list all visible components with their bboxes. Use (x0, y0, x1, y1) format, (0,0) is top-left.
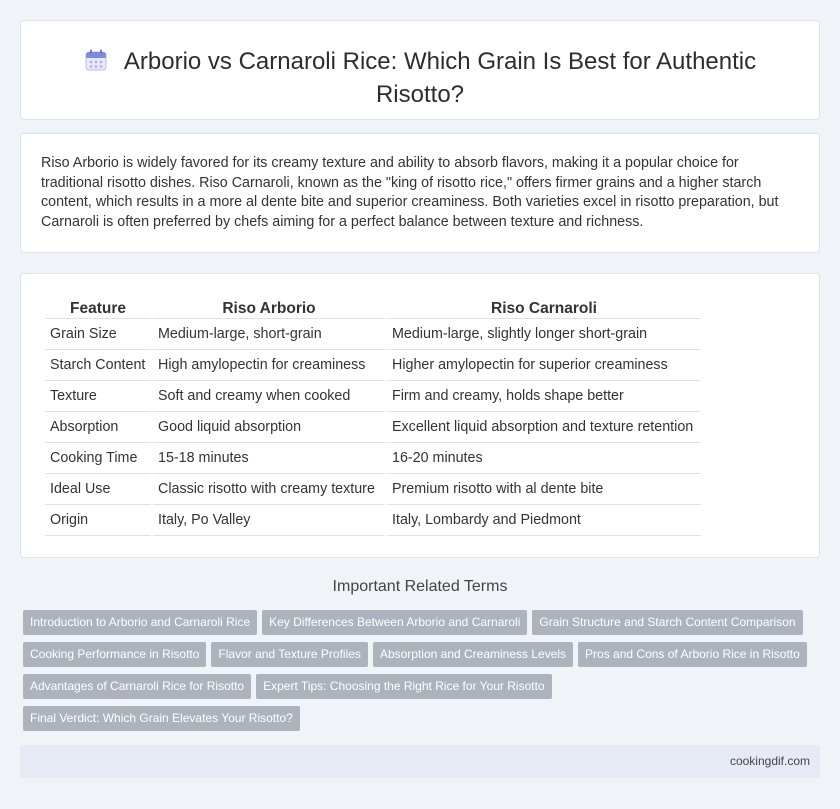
intro-paragraph: Riso Arborio is widely favored for its creamy texture and ability to absorb flavors, making it a popular choice for traditional risotto dishes. Riso Carnaroli, known as the "king of risotto rice," offers firmer grains and a higher starch content, which results in a more al dente bite and superior creaminess. Both varieties excel in risotto preparation, but Carnaroli is often preferred by chefs aiming for a perfect balance between texture and richness. (41, 155, 779, 230)
related-terms-heading: Important Related Terms (332, 578, 508, 595)
table-row (45, 412, 701, 443)
comparison-card (20, 273, 820, 558)
related-tag[interactable]: Absorption and Creaminess Levels (373, 642, 573, 667)
tag-row (23, 642, 823, 674)
header-card (20, 20, 820, 120)
related-tag[interactable]: Introduction to Arborio and Carnaroli Rice (23, 610, 257, 635)
table-cell-feature: Grain Size (45, 319, 151, 350)
table-cell-carnaroli: Excellent liquid absorption and texture retention (387, 412, 701, 443)
table-cell-feature: Ideal Use (45, 474, 151, 505)
table-cell-carnaroli: 16-20 minutes (387, 443, 701, 474)
page-title (21, 47, 819, 110)
table-cell-arborio: High amylopectin for creaminess (153, 350, 385, 381)
related-tag[interactable]: Advantages of Carnaroli Rice for Risotto (23, 674, 251, 699)
calendar-icon (84, 48, 108, 80)
header-feature: Feature (45, 295, 151, 319)
header-arborio: Riso Arborio (153, 295, 385, 319)
footer-site-link[interactable]: cookingdif.com (729, 754, 810, 768)
footer (20, 745, 820, 778)
table-cell-feature: Starch Content (45, 350, 151, 381)
table-row (45, 350, 701, 381)
table-cell-carnaroli: Firm and creamy, holds shape better (387, 381, 701, 412)
table-row (45, 381, 701, 412)
table-cell-arborio: 15-18 minutes (153, 443, 385, 474)
table-cell-carnaroli: Italy, Lombardy and Piedmont (387, 505, 701, 536)
table-cell-carnaroli: Higher amylopectin for superior creaminess (387, 350, 701, 381)
related-tag[interactable]: Flavor and Texture Profiles (211, 642, 368, 667)
related-tag[interactable]: Cooking Performance in Risotto (23, 642, 206, 667)
related-tag[interactable]: Pros and Cons of Arborio Rice in Risotto (578, 642, 807, 667)
tag-row (23, 674, 823, 706)
tag-row (23, 706, 823, 738)
related-terms-list (23, 610, 823, 738)
table-cell-feature: Origin (45, 505, 151, 536)
tag-row (23, 610, 823, 642)
table-row (45, 443, 701, 474)
header-carnaroli: Riso Carnaroli (387, 295, 701, 319)
table-cell-arborio: Good liquid absorption (153, 412, 385, 443)
comparison-table (43, 295, 703, 536)
table-row (45, 319, 701, 350)
related-tag[interactable]: Final Verdict: Which Grain Elevates Your Risotto? (23, 706, 300, 731)
table-cell-carnaroli: Premium risotto with al dente bite (387, 474, 701, 505)
table-cell-carnaroli: Medium-large, slightly longer short-grain (387, 319, 701, 350)
table-header-row (45, 295, 701, 319)
table-cell-arborio: Classic risotto with creamy texture (153, 474, 385, 505)
table-cell-arborio: Italy, Po Valley (153, 505, 385, 536)
table-cell-feature: Texture (45, 381, 151, 412)
related-tag[interactable]: Grain Structure and Starch Content Comparison (532, 610, 802, 635)
related-tag[interactable]: Key Differences Between Arborio and Carnaroli (262, 610, 527, 635)
table-cell-arborio: Medium-large, short-grain (153, 319, 385, 350)
intro-card (20, 133, 820, 253)
table-cell-feature: Cooking Time (45, 443, 151, 474)
table-cell-arborio: Soft and creamy when cooked (153, 381, 385, 412)
table-row (45, 474, 701, 505)
table-cell-feature: Absorption (45, 412, 151, 443)
related-tag[interactable]: Expert Tips: Choosing the Right Rice for Your Risotto (256, 674, 551, 699)
table-row (45, 505, 701, 536)
page-title-text: Arborio vs Carnaroli Rice: Which Grain Is Best for Authentic Risotto? (123, 48, 757, 108)
